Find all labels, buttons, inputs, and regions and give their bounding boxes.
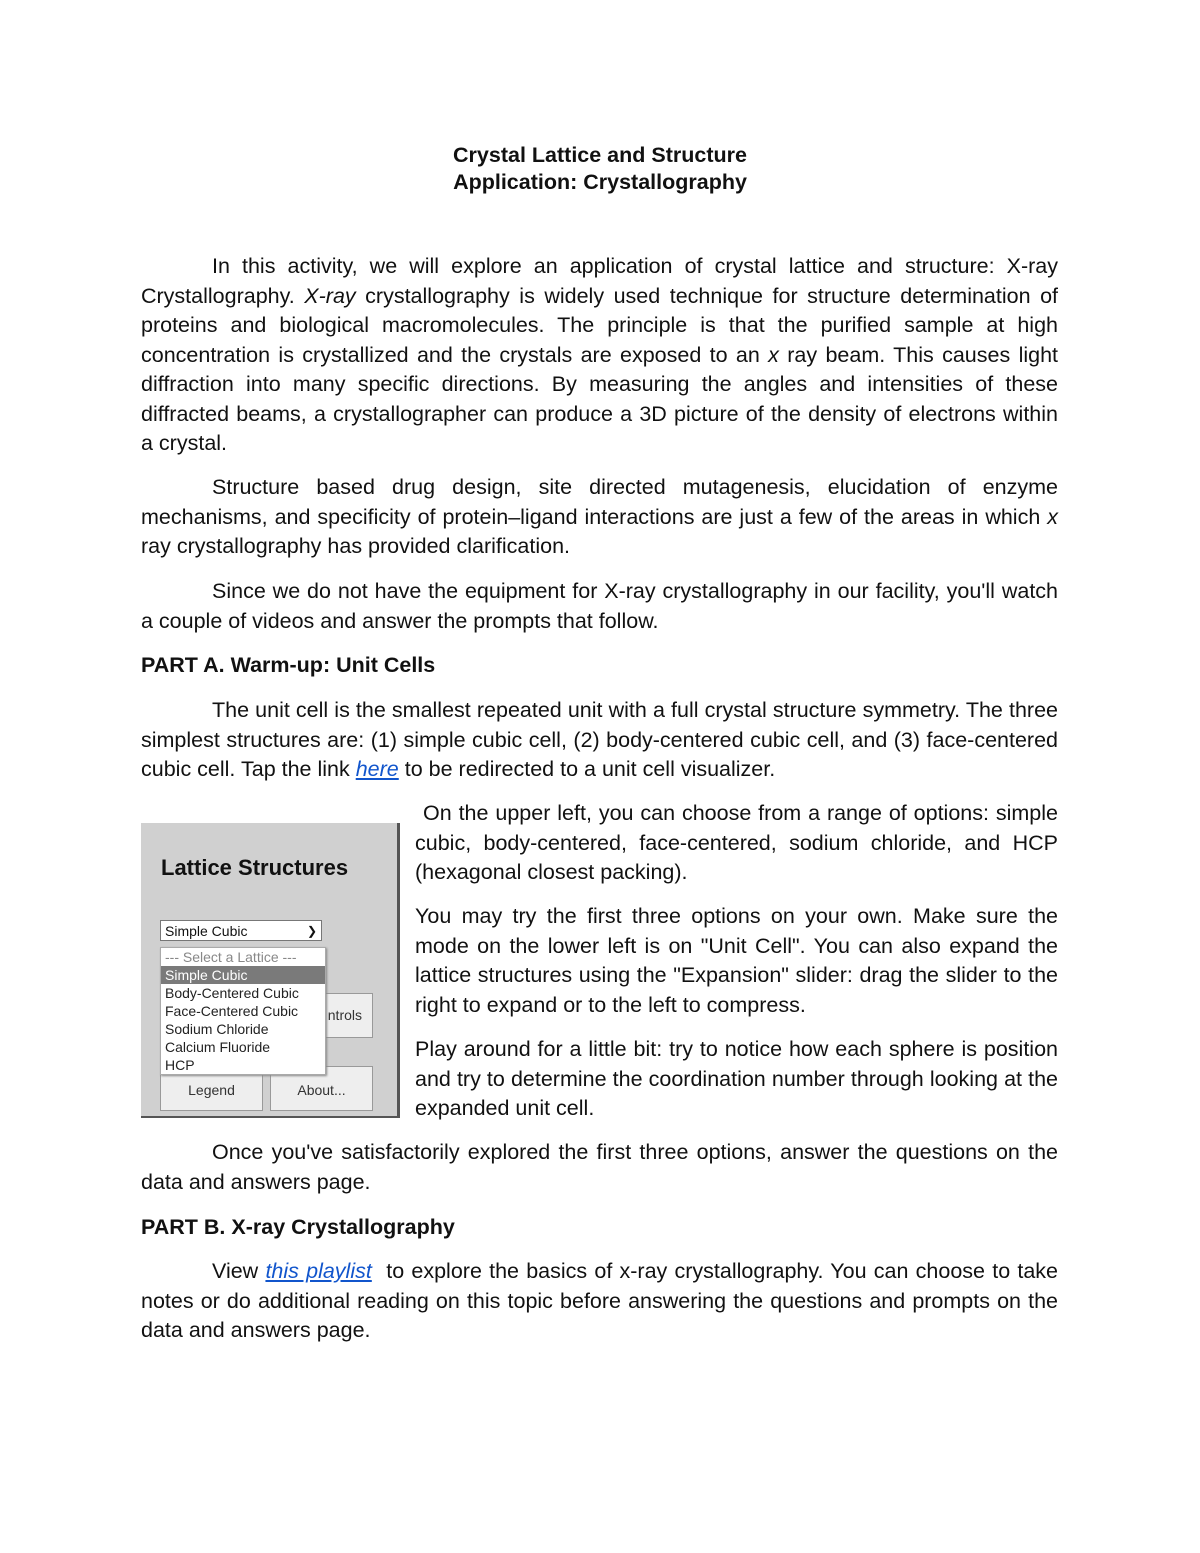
- text: In this activity, we will explore an application of crystal lattice and structure: X-ray Crystallography.: [141, 254, 1058, 308]
- title-line-1: Crystal Lattice and Structure: [453, 143, 747, 167]
- text: ray crystallography has provided clarification.: [141, 534, 571, 558]
- legend-button[interactable]: Legend: [160, 1066, 263, 1111]
- chevron-down-icon: ❯: [306, 924, 317, 938]
- playlist-paragraph: [141, 1257, 1064, 1346]
- play-around-paragraph: Play around for a little bit: try to notice how each sphere is position and try to determine the coordination number through looking at the expanded unit cell.: [415, 1037, 1058, 1120]
- lattice-structures-screenshot: [141, 823, 400, 1118]
- unit-cell-paragraph: [141, 696, 1058, 785]
- figure-title: Lattice Structures: [161, 855, 349, 880]
- part-b-heading: PART B. X-ray Crystallography: [141, 1215, 455, 1239]
- document-title: [0, 142, 1200, 196]
- italic-text: X-ray: [304, 283, 356, 308]
- lattice-dropdown-list: [160, 947, 326, 1075]
- dropdown-option[interactable]: Sodium Chloride: [165, 1021, 269, 1037]
- options-paragraph: On the upper left, you can choose from a range of options: simple cubic, body-centered, face-centered, sodium chloride, and HCP (hexagonal closest packing).: [415, 801, 1058, 884]
- text: View: [212, 1259, 266, 1283]
- text: Structure based drug design, site directed mutagenesis, elucidation of enzyme mechanisms, and specificity of protein–ligand interactions are just a few of the areas in which: [141, 475, 1058, 529]
- controls-button[interactable]: ntrols: [270, 993, 373, 1038]
- text: to be redirected to a unit cell visualizer.: [398, 757, 776, 781]
- applications-paragraph: [141, 473, 1058, 562]
- italic-text: x: [768, 342, 779, 367]
- playlist-link[interactable]: this playlist: [265, 1259, 372, 1283]
- about-button[interactable]: About...: [270, 1066, 373, 1111]
- dropdown-option[interactable]: --- Select a Lattice ---: [165, 949, 297, 965]
- try-options-paragraph: You may try the first three options on your own. Make sure the mode on the lower left is on "Unit Cell". You can also expand the lattice structures using the "Expansion" slider: drag the slider to the right to expand or to the left to compress.: [415, 904, 1058, 1017]
- dropdown-option[interactable]: Calcium Fluoride: [165, 1039, 271, 1055]
- text: The unit cell is the smallest repeated unit with a full crystal structure symmetry. The three simplest structures are: (1) simple cubic cell, (2) body-centered cubic cell, and (3) face-centered cubic cell. Tap the link: [141, 698, 1058, 781]
- dropdown-option[interactable]: Face-Centered Cubic: [165, 1003, 299, 1019]
- text: ray beam. This causes light diffraction into many specific directions. By measuring the angles and intensities of these diffracted beams, a crystallographer can produce a 3D picture of the density of electrons within a crystal.: [141, 342, 1059, 455]
- selected-value: Simple Cubic: [165, 923, 248, 939]
- explored-paragraph: Once you've satisfactorily explored the first three options, answer the questions on the data and answers page.: [141, 1140, 1058, 1194]
- dropdown-option[interactable]: Body-Centered Cubic: [165, 985, 299, 1001]
- dropdown-option[interactable]: HCP: [165, 1057, 195, 1073]
- title-line-2: Application: Crystallography: [453, 170, 747, 194]
- visualizer-link[interactable]: here: [355, 757, 399, 781]
- text: crystallography is widely used technique for structure determination of proteins and biological macromolecules. The principle is that the purified sample at high concentration is crystallized and the crystals are exposed to an: [141, 283, 1059, 367]
- text: to explore the basics of x-ray crystallography. You can choose to take notes or do additional reading on this topic before answering the questions and prompts on the data and answers page.: [141, 1259, 1064, 1342]
- lattice-select[interactable]: [160, 920, 322, 941]
- intro-paragraph: [141, 252, 1058, 459]
- italic-text: x: [1047, 504, 1058, 529]
- equipment-paragraph: Since we do not have the equipment for X-ray crystallography in our facility, you'll watch a couple of videos and answer the prompts that follow.: [141, 579, 1058, 633]
- part-a-heading: PART A. Warm-up: Unit Cells: [141, 653, 436, 677]
- dropdown-option-selected[interactable]: Simple Cubic: [161, 966, 325, 984]
